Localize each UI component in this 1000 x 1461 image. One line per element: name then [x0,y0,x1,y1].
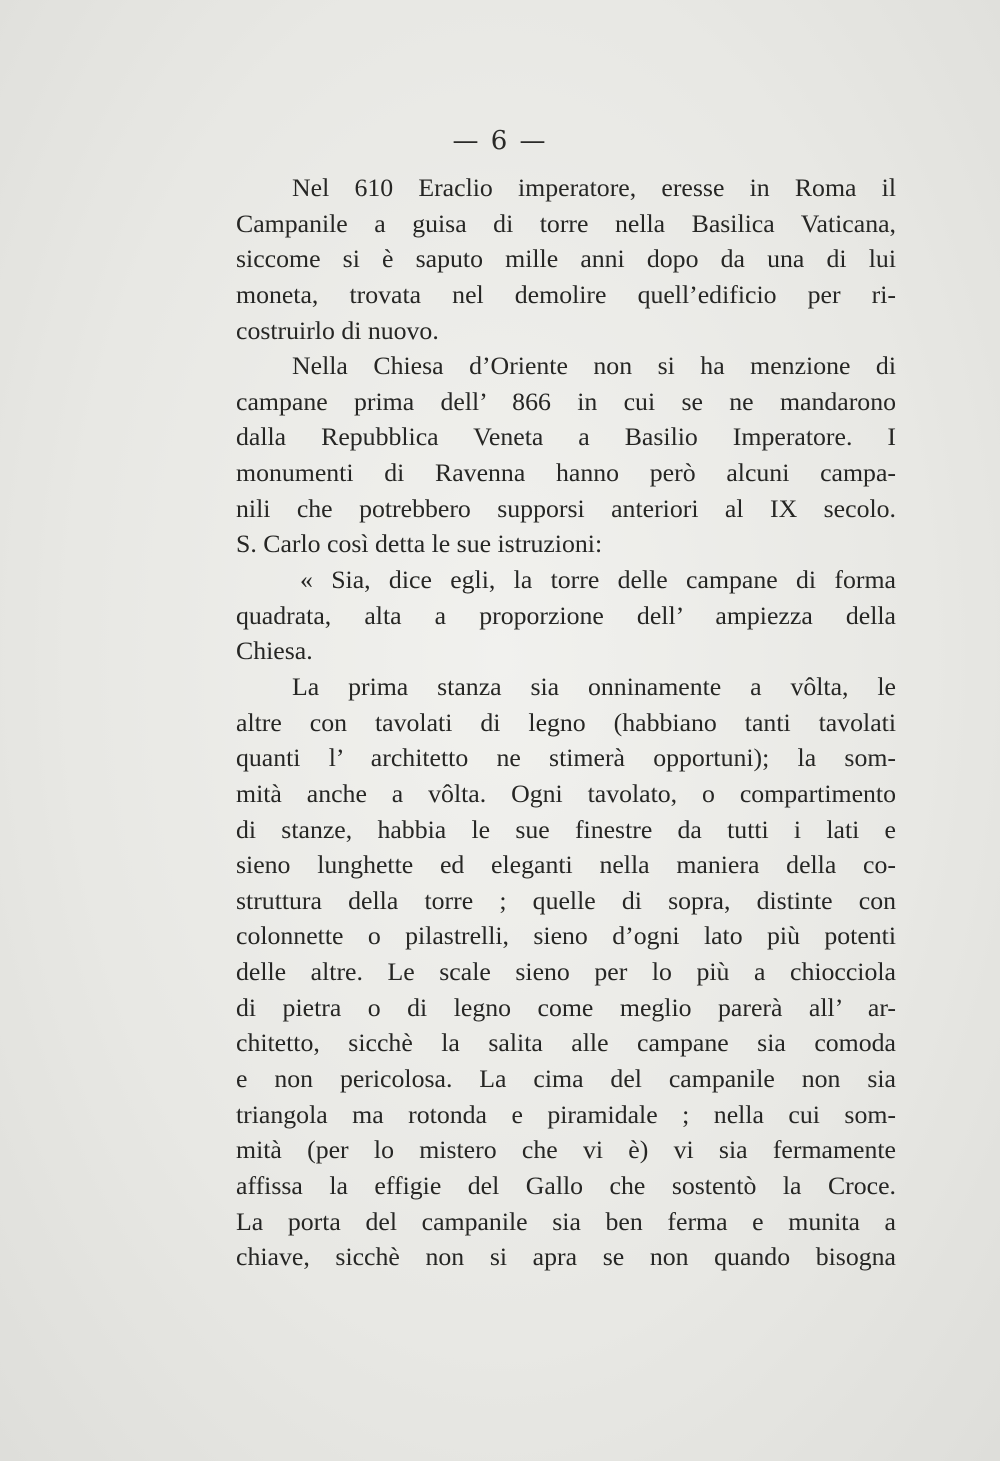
text-line: Chiesa. [236,636,313,666]
text-line: Campanile a guisa di torre nella Basilica Vaticana, [236,208,896,238]
text-line: mità (per lo mistero che vi è) vi sia fermamente [236,1135,896,1165]
body-text [236,170,896,1275]
text-line: nili che potrebbero supporsi anteriori al IX secolo. [236,493,896,523]
text-line: Nella Chiesa d’Oriente non si ha menzione di [292,351,896,381]
text-line: affissa la effigie del Gallo che sostentò la Croce. [236,1170,896,1200]
text-line: Nel 610 Eraclio imperatore, eresse in Roma il [292,173,896,202]
page-number: — 6 — [452,126,548,156]
text-line: siccome si è saputo mille anni dopo da una di lui [236,244,896,274]
text-line: e non pericolosa. La cima del campanile non sia [236,1064,896,1094]
text-line: quadrata, alta a proporzione dell’ ampiezza della [236,600,896,630]
text-line: S. Carlo così detta le sue istruzioni: [236,529,603,559]
text-line: colonnette o pilastrelli, sieno d’ogni lato più potenti [236,921,896,951]
text-line: struttura della torre ; quelle di sopra, distinte con [236,885,896,915]
text-line: chitetto, sicchè la salita alle campane sia comoda [236,1028,896,1058]
text-line: « Sia, dice egli, la torre delle campane di forma [300,565,896,595]
text-line: La porta del campanile sia ben ferma e munita a [236,1206,896,1236]
text-line: di pietra o di legno come meglio parerà all’ ar- [236,992,896,1022]
text-line: moneta, trovata nel demolire quell’edificio per ri- [236,279,896,309]
text-line: mità anche a vôlta. Ogni tavolato, o compartimento [236,778,896,808]
text-line: monumenti di Ravenna hanno però alcuni campa- [236,458,896,488]
text-line: sieno lunghette ed eleganti nella maniera della co- [236,850,896,880]
text-line: triangola ma rotonda e piramidale ; nella cui som- [236,1099,896,1129]
text-line: dalla Repubblica Veneta a Basilio Imperatore. I [236,422,896,452]
text-line: chiave, sicchè non si apra se non quando bisogna [236,1242,896,1272]
text-line: campane prima dell’ 866 in cui se ne mandarono [236,386,896,416]
text-line: delle altre. Le scale sieno per lo più a chiocciola [236,957,896,987]
text-line: quanti l’ architetto ne stimerà opportuni); la som- [236,743,896,773]
text-line: altre con tavolati di legno (habbiano tanti tavolati [236,707,896,737]
text-line: La prima stanza sia onninamente a vôlta, le [292,671,896,701]
text-line: costruirlo di nuovo. [236,315,439,345]
text-line: di stanze, habbia le sue finestre da tutti i lati e [236,814,896,844]
